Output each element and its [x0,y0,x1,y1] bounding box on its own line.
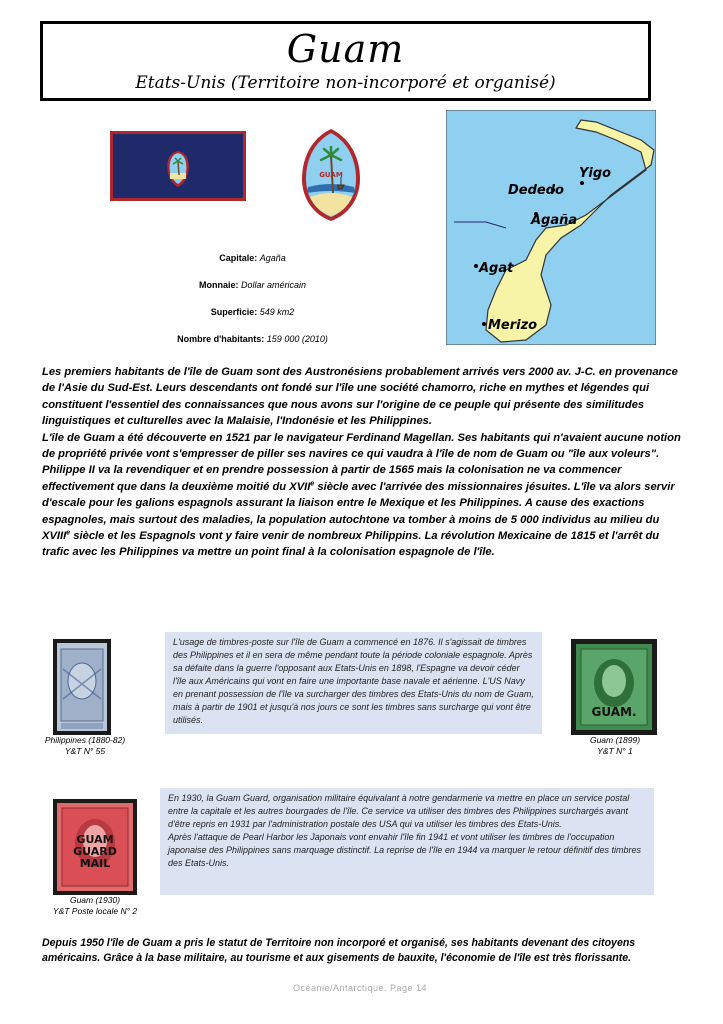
box2-paragraph-2: Après l'attaque de Pearl Harbor les Japonais vont envahir l'île fin 1941 et vont utiliser les timbres de l'occupation japonaise des Philippines sans marquage distinctif. La reprise de l'île en 1944 va marquer le retour définitif des timbres des Etats-Unis. [168,832,641,868]
stamp-philippines-1880 [53,639,111,735]
intro-text [42,364,682,561]
stamp-guam-overprint: GUAM. [591,705,637,719]
stamp-overprint-line2: GUARD [73,845,117,858]
stamp-guam-1930-caption: Guam (1930) Y&T Poste locale N° 2 [52,895,138,916]
info-population-value: 159 000 (2010) [266,334,328,344]
info-area [100,306,405,318]
stamp-guam-guard-mail-1930 [53,799,137,895]
guam-map [446,110,656,345]
stamp-guam-1899 [571,639,657,735]
box2-paragraph-1: En 1930, la Guam Guard, organisation militaire équivalant à notre gendarmerie va mettre en place un service postal entre la capitale et les autres bourgades de l'île. Ce service va utiliser des timbres des Philippines surchargés avant d'être repris en 1931 par l'administration postale des USA qui va utiliser les timbres des Etats-Unis. [168,793,630,829]
title-banner [40,21,651,101]
map-label-agat: Agat [479,261,514,276]
stamp-philippines-caption: Philippines (1880-82) Y&T N° 55 [44,735,126,756]
info-currency [100,279,405,291]
box1-text: L'usage de timbres-poste sur l'île de Guam a commencé en 1876. Il s'agissait de timbres des Philippines et il en sera de même pendant toute la période coloniale espagnole. Après sa défaite dans la guerre l'opposant aux Etats-Unis en 1898, l'Espagne va devoir céder l'île aux Américains qui vont en faire une importante base navale et aérienne. L'US Navy en prenant possession de l'île va surcharger des timbres des Etats-Unis du nom de Guam, mais à partir de 1901 et jusqu'à nos jours ce sont les timbres sans surcharge qui vont être utilisés. [173,637,534,725]
info-currency-label: Monnaie: [198,280,239,290]
info-capital-value: Agaña [259,253,286,263]
stamp-overprint-line3: MAIL [79,857,111,870]
seal-text: GUAM [319,171,343,179]
info-capital-label: Capitale: [219,253,258,263]
map-label-yigo: Yigo [579,166,612,181]
stamps-history-box-1 [165,632,542,734]
stamps-history-box-2 [160,788,654,895]
intro-paragraph-2: L'île de Guam a été découverte en 1521 par le navigateur Ferdinand Magellan. Ses habitants qui n'avaient aucune notion de propriété privée vont s'empresser de piller ses navires ce qui vaudra à l'île de nom de Guam ou "île aux voleurs". Philippe II va la revendiquer et en prendre possession à partir de 1565 mais la colonisation ne va commencer effectivement que dans la deuxième moitié du XVIIe siècle avec l'arrivée des missionnaires jésuites. L'île va alors servir d'escale pour les galions espagnols assurant la liaison entre le Mexique et les Philippines. A cause des exactions espagnoles, mais surtout des maladies, la population autochtone va tomber à moins de 5 000 individus au milieu du XVIIIe siècle et les Espagnols vont y faire venir de nombreux Philippins. La révolution Mexicaine de 1815 et l'arrêt du trafic avec les Philippines va mettre un point final à la colonisation espagnole de l'île. [42,431,681,559]
info-currency-value: Dollar américain [240,280,307,290]
page-title: Guam [286,27,405,71]
page-subtitle: Etats-Unis (Territoire non-incorporé et organisé) [135,73,556,93]
page-footer: Océanie/Antarctique. Page 14 [292,983,428,993]
intro-paragraph-1: Les premiers habitants de l'île de Guam sont des Austronésiens probablement arrivés vers 2000 av. J-C. en provenance de l'Asie du Sud-Est. Leurs descendants ont fondé sur l'île une société chamorro, riche en mythes et légendes qui constituent l'essentiel des connaissances que nous avons sur l'origine de ce peuple qui présente des similitudes linguistiques et culturelles avec la Malaisie, l'Indonésie et les Philippines. [42,366,678,428]
info-area-value: 549 km2 [259,307,295,317]
map-label-agana: Agaña [531,213,578,228]
guam-seal [300,127,362,223]
stamp-guam-1899-caption: Guam (1899) Y&T N° 1 [589,735,641,756]
map-label-dededo: Dededo [508,183,564,198]
guam-flag [110,131,246,201]
map-label-merizo: Merizo [488,318,538,333]
info-population-label: Nombre d'habitants: [177,334,265,344]
info-capital [100,252,405,264]
info-area-label: Superficie: [210,307,258,317]
closing-text: Depuis 1950 l'île de Guam a pris le statut de Territoire non incorporé et organisé, ses habitants devenant des citoyens américains. Grâce à la base militaire, au tourisme et aux gisements de bauxite, l'économie de l'île est très florissante. [42,937,636,964]
stamp-overprint-line1: GUAM [76,833,114,846]
info-population [100,333,405,345]
